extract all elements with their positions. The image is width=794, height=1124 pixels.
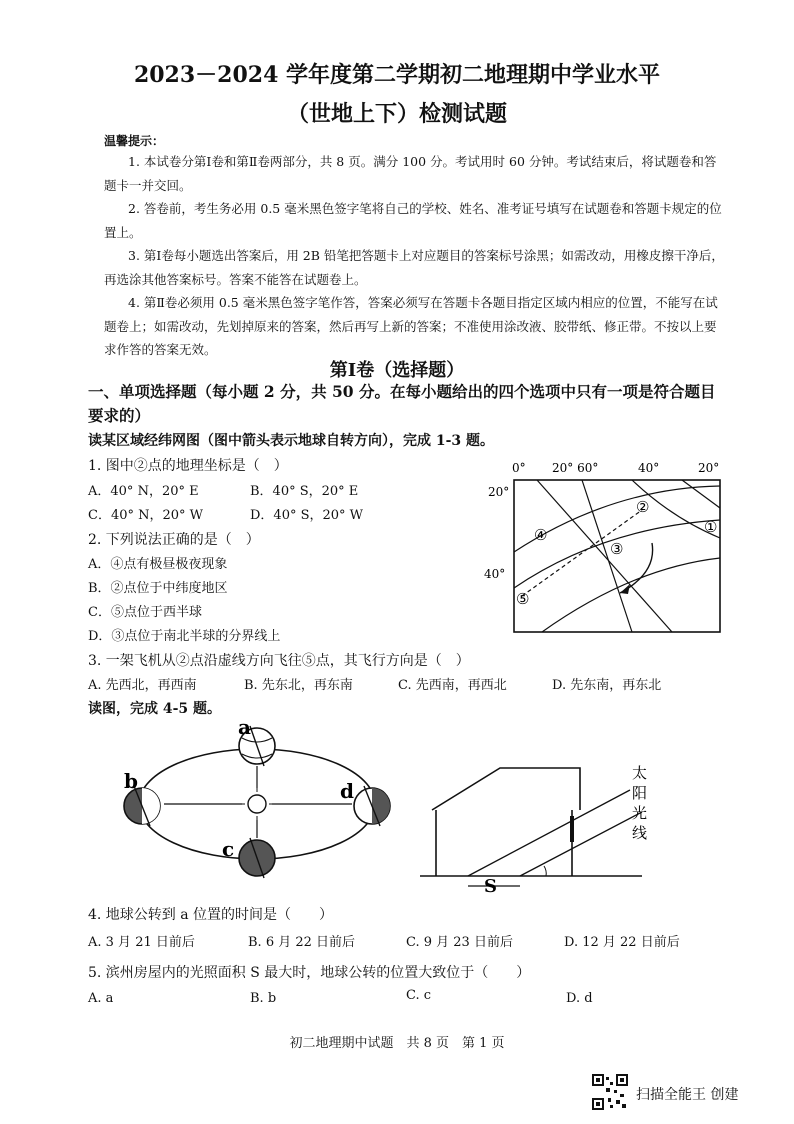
point-5: ⑤ bbox=[516, 590, 530, 608]
q5-option-c: C. c bbox=[406, 988, 432, 1003]
q1-option-b: B．40° S，20° E bbox=[250, 484, 359, 499]
lat-lon-grid-map bbox=[482, 458, 728, 638]
q4-option-d: D. 12 月 22 日前后 bbox=[564, 935, 680, 950]
sunray-upper bbox=[520, 812, 642, 876]
left-label: 20° bbox=[488, 485, 510, 499]
top-label: 20° 60° bbox=[552, 461, 599, 475]
qr-code-icon bbox=[592, 1074, 628, 1110]
top-label: 20° bbox=[698, 461, 720, 475]
earth-c bbox=[239, 838, 275, 878]
page-footer: 初二地理期中试题 共 8 页 第 1 页 bbox=[289, 1036, 505, 1051]
q3-stem: 3. 一架飞机从②点沿虚线方向飞往⑤点，其飞行方向是（ ） bbox=[88, 653, 470, 669]
q2-option-d: D．③点位于南北半球的分界线上 bbox=[88, 629, 281, 644]
sun-icon bbox=[241, 788, 273, 820]
q1-option-a: A．40° N，20° E bbox=[88, 484, 199, 499]
q5-option-d: D. d bbox=[566, 991, 593, 1006]
sunray-lower bbox=[468, 790, 630, 876]
s-label: S bbox=[484, 876, 497, 897]
q4-option-c: C. 9 月 23 日前后 bbox=[406, 935, 513, 950]
sunlight-label-char: 线 bbox=[632, 824, 648, 842]
roof-line bbox=[432, 768, 580, 810]
q4-stem: 4. 地球公转到 a 位置的时间是（ ） bbox=[88, 907, 334, 923]
exam-title-line2: （世地上下）检测试题 bbox=[286, 101, 507, 127]
earth-d bbox=[354, 786, 390, 826]
point-2: ② bbox=[636, 498, 650, 516]
orbit-label-a: a bbox=[238, 716, 251, 739]
intro-q1-3: 读某区域经纬网图（图中箭头表示地球自转方向），完成 1-3 题。 bbox=[88, 433, 495, 449]
sunlight-label-char: 太 bbox=[632, 764, 648, 782]
earth-orbit-diagram bbox=[112, 716, 402, 891]
q2-stem: 2. 下列说法正确的是（ ） bbox=[88, 532, 260, 548]
sunlight-label-char: 阳 bbox=[632, 784, 648, 802]
hint-heading: 温馨提示： bbox=[104, 134, 165, 148]
top-label: 0° bbox=[512, 461, 526, 475]
orbit-label-c: c bbox=[222, 837, 235, 861]
q5-stem: 5. 滨州房屋内的光照面积 S 最大时，地球公转的位置大致位于（ ） bbox=[88, 965, 531, 981]
q2-option-c: C．⑤点位于西半球 bbox=[88, 605, 202, 620]
hint-item: 4. 第Ⅱ卷必须用 0.5 毫米黑色签字笔作答，答案必须写在答题卡各题目指定区域内相应的位置，不能写在试题卷上；如需改动，先划掉原来的答案，然后再写上新的答案；不准使用涂改液、胶带纸、修正带。不按以上要求作答的答案无效。 bbox=[104, 295, 718, 357]
hint-item: 1. 本试卷分第Ⅰ卷和第Ⅱ卷两部分，共 8 页。满分 100 分。考试用时 60 分钟。考试结束后，将试题卷和答题卡一并交回。 bbox=[104, 154, 717, 193]
top-label: 40° bbox=[638, 461, 660, 475]
sunlight-label-char: 光 bbox=[632, 804, 648, 822]
q1-option-d: D．40° S，20° W bbox=[250, 508, 364, 523]
orbit-label-b: b bbox=[124, 769, 138, 793]
meridian-line bbox=[682, 480, 720, 508]
scanner-watermark: 扫描全能王 创建 bbox=[636, 1087, 739, 1103]
q5-option-a: A. a bbox=[88, 991, 114, 1006]
left-label: 40° bbox=[484, 567, 506, 581]
exam-title-line1: 2023－2024 学年度第二学期初二地理期中学业水平 bbox=[133, 62, 661, 88]
q2-option-b: B．②点位于中纬度地区 bbox=[88, 581, 228, 596]
parallel-line bbox=[542, 558, 720, 632]
point-1: ① bbox=[704, 518, 718, 536]
q3-option-a: A. 先西北，再西南 bbox=[88, 678, 197, 693]
point-4: ④ bbox=[534, 526, 548, 544]
intro-q4-5: 读图，完成 4-5 题。 bbox=[88, 701, 222, 717]
house-sunlight-diagram bbox=[420, 760, 690, 900]
hint-item: 3. 第Ⅰ卷每小题选出答案后，用 2B 铅笔把答题卡上对应题目的答案标号涂黑；如需改动，用橡皮擦干净后，再选涂其他答案标号。答案不能答在试题卷上。 bbox=[104, 248, 724, 287]
q5-option-b: B. b bbox=[250, 991, 277, 1006]
point-3: ③ bbox=[610, 540, 624, 558]
q1-option-c: C．40° N，20° W bbox=[88, 508, 204, 523]
q3-option-b: B. 先东北，再东南 bbox=[244, 678, 353, 693]
q1-stem: 1. 图中②点的地理坐标是（ ） bbox=[88, 458, 288, 474]
hint-item: 2. 答卷前，考生务必用 0.5 毫米黑色签字笔将自己的学校、姓名、准考证号填写在试题卷和答题卡规定的位置上。 bbox=[104, 201, 722, 240]
q4-option-a: A. 3 月 21 日前后 bbox=[88, 935, 195, 950]
rotation-arrow bbox=[620, 543, 653, 593]
q3-option-d: D. 先东南，再东北 bbox=[552, 678, 662, 693]
angle-arc bbox=[544, 866, 546, 876]
hint-notes bbox=[104, 150, 724, 362]
q3-option-c: C. 先西南，再西北 bbox=[398, 678, 507, 693]
part-title: 第Ⅰ卷（选择题） bbox=[329, 360, 465, 381]
orbit-label-d: d bbox=[340, 779, 354, 803]
section-heading: 一、单项选择题（每小题 2 分，共 50 分。在每小题给出的四个选项中只有一项是符合题目要求的） bbox=[88, 382, 716, 425]
meridian-line bbox=[582, 480, 632, 632]
q2-option-a: A．④点有极昼极夜现象 bbox=[88, 557, 228, 572]
q4-option-b: B. 6 月 22 日前后 bbox=[248, 935, 356, 950]
flight-dashed-line bbox=[522, 510, 642, 596]
